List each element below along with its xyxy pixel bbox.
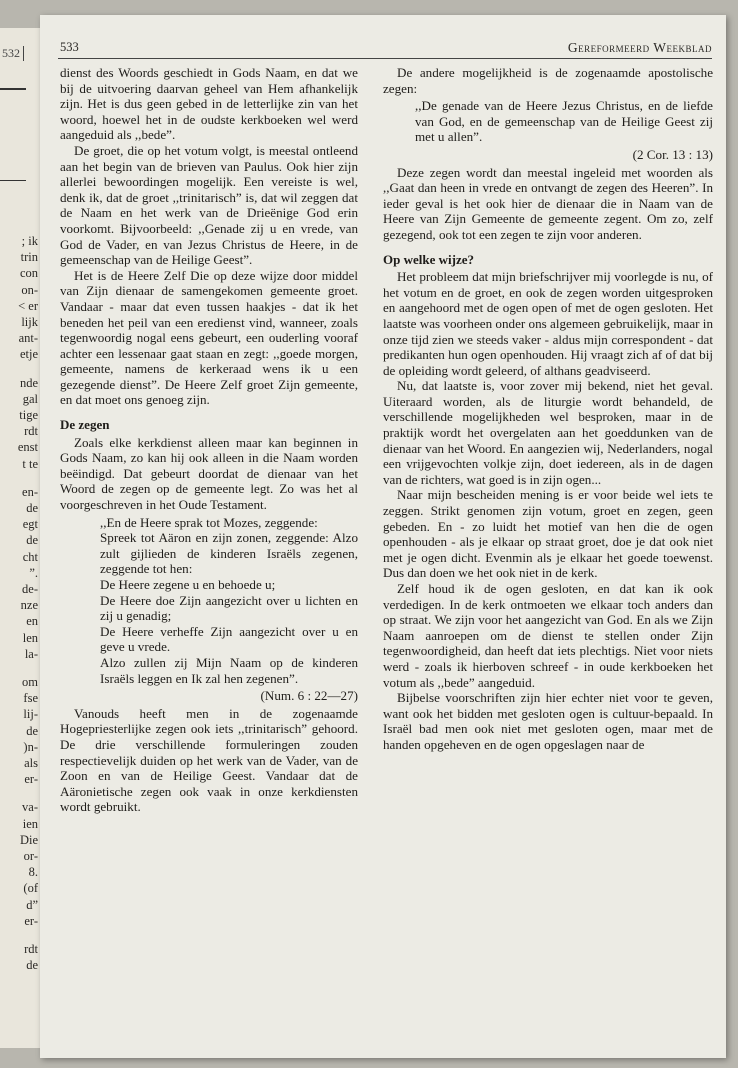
underlying-text-fragment: len xyxy=(22,630,38,645)
paragraph: Zelf houd ik de ogen gesloten, en dat kan ik ook verdedigen. In de kerk ontmoeten we elkaar toch anders dan op straat. We zijn voor het aangezicht van God. En als we Zijn Naam aanroepen om de dienst te stellen onder Zijn tegenwoordigheid, dan heeft dat iets plechtigs. Niet voor niets werd - zoals ik hierboven schreef - in oude kerkboeken het votum als ,,bede” aangeduid. xyxy=(383,581,713,690)
paragraph: Bijbelse voorschriften zijn hier echter niet voor te geven, want ook het bidden met gesloten ogen is cultuur-bepaald. In Israël bad men ook niet met gesloten ogen, maar met de handen opgeheven en de ogen opgeslagen naar de xyxy=(383,690,713,752)
running-head xyxy=(58,37,712,57)
underlying-text-fragment: fse xyxy=(23,691,38,706)
scripture-quote xyxy=(100,515,358,687)
quote-line: Alzo zullen zij Mijn Naam op de kinderen Israëls leggen en Ik zal hen zegenen”. xyxy=(100,654,358,686)
page-number: 533 xyxy=(60,40,79,54)
underlying-text-fragment: de xyxy=(26,958,38,973)
underlying-text-fragment: etje xyxy=(19,347,38,362)
quote-line: De Heere verheffe Zijn aangezicht over u en geve u vrede. xyxy=(100,623,358,655)
quote-line: De Heere doe Zijn aangezicht over u lichten en zij u genadig; xyxy=(100,592,358,624)
underlying-text-fragment: cht xyxy=(22,549,38,564)
underlying-text-fragment: )n- xyxy=(23,739,38,754)
underlying-text-fragment: rdt xyxy=(24,424,38,439)
underlying-text-fragment: de xyxy=(26,533,38,548)
underlying-text-fragment: trin xyxy=(20,250,38,265)
underlying-text-fragment: er- xyxy=(24,913,38,928)
section-heading: De zegen xyxy=(60,417,110,433)
paragraph: Het probleem dat mijn briefschrijver mij voorlegde is nu, of het votum en de groet, en ook de zegen worden uitgesproken en aangehoord met de ogen open of met de ogen gesloten. Het laatste was voorheen onder ons algemeen gebruikelijk, maar in onze tijd zien we steeds vaker - aldus mijn correspondent - dat predikanten hun ogen openhouden. Hij vraagt zich af of dat bij de opleiding wordt geleerd, of althans geadviseerd. xyxy=(383,269,713,378)
paragraph: Het is de Heere Zelf Die op deze wijze door middel van Zijn dienaar de samengekomen gemeente groet. Vandaar - maar dat even tussen haakjes - dat ik het beneden het peil van een eredienst vind, wanneer, zoals tegenwoordig nogal eens gebeurt, een ouderling vooraf achter een lessenaar gaat staan en zegt: ,,goede morgen, gemeente, namens de kerkeraad wens ik u een gezegende dienst”. De Heere Zelf groet Zijn gemeente, en dat moet ons genoeg zijn. xyxy=(60,267,358,408)
underlying-text-fragment: nze xyxy=(20,598,38,613)
quote-line: De Heere zegene u en behoede u; xyxy=(100,577,276,592)
underlying-text-fragment: 8. xyxy=(28,865,38,880)
underlying-text-fragment: ant- xyxy=(18,331,38,346)
quote-line: ,,De genade van de Heere Jezus Christus, en de liefde van God, en de gemeenschap van de Heilige Geest zij met u allen”. xyxy=(415,98,713,145)
paragraph: Zoals elke kerkdienst alleen maar kan beginnen in Gods Naam, zo kan hij ook alleen in die Naam worden beëindigd. Dat gebeurt doordat de dienaar van het Woord de zegen op de gemeente legt. Zo was het al voorgeschreven in het Oude Testament. xyxy=(60,434,358,513)
header-rule xyxy=(58,58,712,59)
magazine-page xyxy=(40,15,726,1058)
underlying-text-fragment: de xyxy=(26,723,38,738)
paragraph: dienst des Woords geschiedt in Gods Naam, en dat we bij de uitvoering daarvan geheel van Hem afhankelijk zijn. Het is dus geen gebed in de letterlijke zin van het woord, hoewel het in de oudste kerkboeken wel werd aangeduid als ,,bede”. xyxy=(60,65,358,143)
underlying-text-fragment: en xyxy=(26,614,38,629)
underlying-text-fragment: lijk xyxy=(21,315,38,329)
paragraph: Nu, dat laatste is, voor zover mij bekend, niet het geval. Uiteraard worden, als de liturgie wordt behandeld, de verschillende mogelijkheden wel besproken, maar in de praktijk wordt het overgelaten aan het goeddunken van de dienaar van het Woord. En aangezien wij, Nederlanders, nogal een vrijgevochten volkje zijn, doet iedereen, als in de dagen van de richters, wat goed is in zijn ogen... xyxy=(383,378,713,487)
underlying-text-fragment: va- xyxy=(22,800,38,815)
underlying-text-fragment: la- xyxy=(24,646,38,661)
underlying-text-fragment: on- xyxy=(21,282,38,297)
underlying-text-fragment: t te xyxy=(22,456,38,471)
underlying-text-fragment: gal xyxy=(22,391,38,406)
quote-reference: (2 Cor. 13 : 13) xyxy=(632,146,713,162)
underlying-text-fragment: nde xyxy=(19,375,38,390)
underlying-text-fragment: enst xyxy=(17,440,38,455)
underlying-text-fragment: con xyxy=(19,266,38,281)
quote-line: ,,En de Heere sprak tot Mozes, zeggende: xyxy=(100,514,318,530)
underlying-text-fragment: er- xyxy=(24,772,38,787)
underlying-text-fragment: rdt xyxy=(24,942,38,956)
underlying-text-fragment: om xyxy=(22,675,38,689)
scripture-quote xyxy=(415,98,713,145)
underlying-text-fragment: de xyxy=(26,501,38,515)
right-column xyxy=(383,65,713,753)
underlying-text-fragment: als xyxy=(24,756,38,770)
quote-reference: (Num. 6 : 22—27) xyxy=(260,688,358,704)
underlying-text-fragment: Die xyxy=(19,832,38,847)
underlying-text-fragment: ien xyxy=(22,816,38,831)
paragraph: De andere mogelijkheid is de zogenaamde apostolische zegen: xyxy=(383,65,713,96)
underlying-page-rule xyxy=(0,180,26,181)
left-column xyxy=(60,65,358,815)
underlying-text-fragment: ”. xyxy=(29,565,38,580)
section-heading: Op welke wijze? xyxy=(383,251,474,267)
quote-line: Spreek tot Aäron en zijn zonen, zeggende: Alzo zult gijlieden de kinderen Israëls zegenen, zeggende tot hen: xyxy=(100,530,358,577)
paragraph: Vanouds heeft men in de zogenaamde Hogepriesterlijke zegen ook iets ,,trinitarisch” gehoord. De drie verschillende formuleringen zouden respectievelijk duiden op het werk van de Vader, van de Zoon en van de Heilige Geest. Vandaar dat de Aäronietische zegen ook vaak in onze kerkdiensten wordt gebruikt. xyxy=(60,705,358,815)
underlying-text-fragment: de- xyxy=(22,582,38,596)
underlying-text-fragment: ; ik xyxy=(21,234,38,248)
underlying-text-fragment: or- xyxy=(23,849,38,863)
paragraph: Deze zegen wordt dan meestal ingeleid met woorden als ,,Gaat dan heen in vrede en ontvangt de zegen des Heeren”. In ieder geval is het ook hier de dienaar die in Naam van de Heere van Zijn Gemeente de gemeente zegent. Om zo, zelf gezegend, ook tot een zegen te zijn voor anderen. xyxy=(383,164,713,242)
underlying-text-fragment: en- xyxy=(22,484,38,499)
underlying-page-edge xyxy=(0,28,41,1048)
underlying-text-fragment: tige xyxy=(19,408,38,422)
underlying-page-rule xyxy=(0,88,26,90)
underlying-text-fragment: < er xyxy=(18,298,38,313)
underlying-text-fragment: lij- xyxy=(23,707,38,722)
underlying-text-fragment: egt xyxy=(22,517,38,532)
underlying-text-fragment: (of xyxy=(23,881,38,896)
paragraph: Naar mijn bescheiden mening is er voor beide wel iets te zeggen. Strikt genomen zijn votum, groet en zegen, geen gebeden. En - zo luidt het motief van hen die de ogen openhouden - als je elkaar op straat groet, doe je dat ook niet met je ogen dicht. Evenmin als je elkaar het goede toewenst. Dus dan doen we het ook niet in de kerk. xyxy=(383,487,713,581)
underlying-text-fragment: d” xyxy=(26,897,38,912)
paragraph: De groet, die op het votum volgt, is meestal ontleend aan het begin van de brieven van Paulus. Ook hier zijn allerlei bewoordingen mogelijk. Een vereiste is wel, denk ik, dat de groet ,,trinitarisch” is, dat wil zeggen dat de Naam en het werk van de Drieënige God erin voorkomt. Bijvoorbeeld: ,,Genade zij u en vrede, van God de Vader, en van Jezus Christus de Heere, in de gemeenschap van de Heilige Geest”. xyxy=(60,142,358,268)
journal-title: Gereformeerd Weekblad xyxy=(567,40,712,55)
underlying-page-number: 532 xyxy=(2,46,24,61)
